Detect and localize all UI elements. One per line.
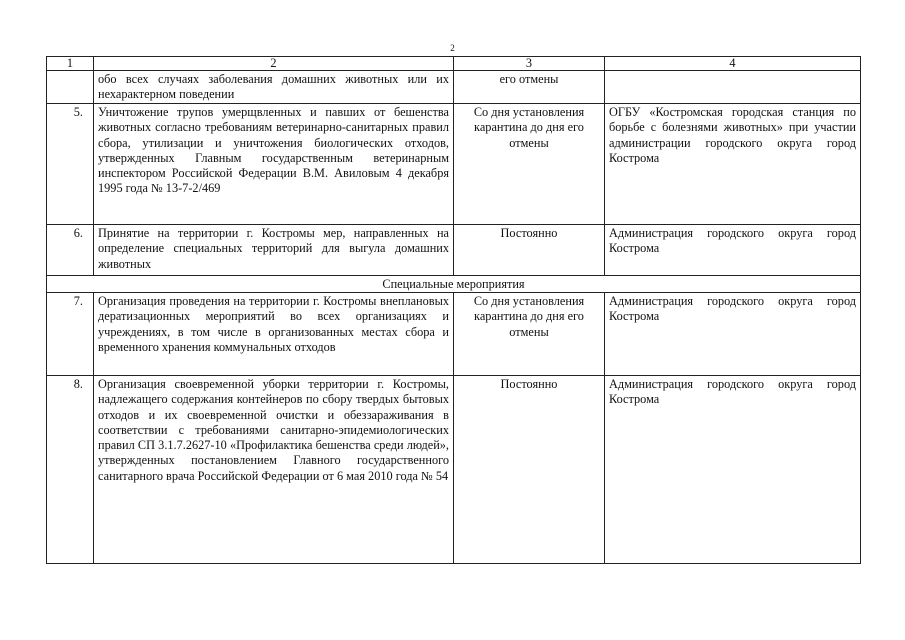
page-number: 2 — [450, 43, 455, 53]
responsible-cell: ОГБУ «Костромская городская станция по борьбе с болезнями животных» при участии администрации городского округа город Кострома — [605, 104, 861, 225]
row-number-cell — [47, 71, 94, 104]
term-cell: Со дня установления карантина до дня его отмены — [454, 104, 605, 225]
section-title: Специальные мероприятия — [47, 276, 861, 293]
table-row — [47, 104, 861, 225]
table-row-continuation — [47, 71, 861, 104]
responsible-cell: Администрация городского округа город Кострома — [605, 376, 861, 564]
row-number-cell: 8. — [47, 376, 94, 564]
table-header-row — [47, 57, 861, 71]
responsible-cell — [605, 71, 861, 104]
measure-text-cell: обо всех случаях заболевания домашних животных или их нехарактерном поведении — [94, 71, 454, 104]
measure-text-cell: Организация своевременной уборки территории г. Костромы, надлежащего содержания контейнеров по сбору твердых бытовых отходов и их своевременной очистки и обеззараживания в соответствии с требованиями санитарно-эпидемиологических правил СП 3.1.7.2627-10 «Профилактика бешенства среди людей», утвержденных постановлением Главного государственного санитарного врача Российской Федерации от 6 мая 2010 года № 54 — [94, 376, 454, 564]
responsible-cell: Администрация городского округа город Кострома — [605, 225, 861, 276]
term-cell: Постоянно — [454, 376, 605, 564]
section-row — [47, 276, 861, 293]
table-row — [47, 225, 861, 276]
table-row — [47, 293, 861, 376]
table-row — [47, 376, 861, 564]
row-number-cell: 6. — [47, 225, 94, 276]
column-header-1: 1 — [47, 57, 94, 71]
term-cell: Постоянно — [454, 225, 605, 276]
term-cell: его отмены — [454, 71, 605, 104]
row-number-cell: 5. — [47, 104, 94, 225]
measure-text-cell: Организация проведения на территории г. Костромы внеплановых дератизационных мероприятий во всех организациях и учреждениях, в том числе в организованных местах сбора и временного хранения коммунальных отходов — [94, 293, 454, 376]
column-header-4: 4 — [605, 57, 861, 71]
measures-table — [46, 56, 861, 564]
measure-text-cell: Уничтожение трупов умерщвленных и павших от бешенства животных согласно требованиям ветеринарно-санитарных правил сбора, утилизации и уничтожения биологических отходов, утвержденных Главным государственным ветеринарным инспектором Российской Федерации В.М. Авиловым 4 декабря 1995 года № 13-7-2/469 — [94, 104, 454, 225]
column-header-2: 2 — [94, 57, 454, 71]
measure-text-cell: Принятие на территории г. Костромы мер, направленных на определение специальных территорий для выгула домашних животных — [94, 225, 454, 276]
term-cell: Со дня установления карантина до дня его отмены — [454, 293, 605, 376]
responsible-cell: Администрация городского округа город Кострома — [605, 293, 861, 376]
column-header-3: 3 — [454, 57, 605, 71]
row-number-cell: 7. — [47, 293, 94, 376]
